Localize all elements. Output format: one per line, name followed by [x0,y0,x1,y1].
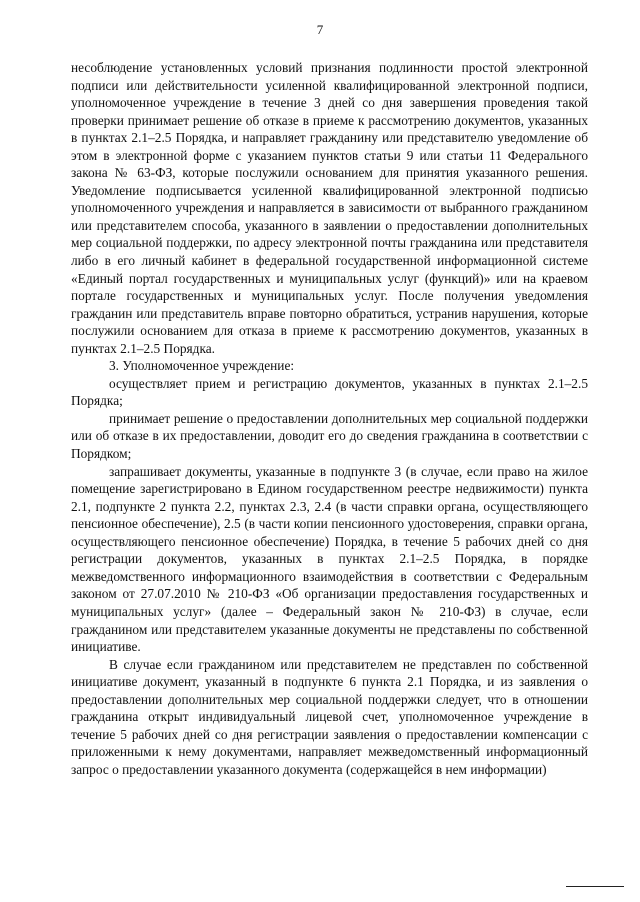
footer-rule [566,886,624,887]
document-body [71,59,588,778]
paragraph-2: 3. Уполномоченное учреждение: [109,358,295,374]
paragraph-4: принимает решение о предоставлении дополнительных мер социальной поддержки или об отказе в их предоставлении, доводит его до сведения гражданина в соответствии с Порядком; [71,410,588,462]
paragraph-6: В случае если гражданином или представителем не представлен по собственной инициативе документ, указанный в подпункте 6 пункта 2.1 Порядка, и из заявления о предоставлении дополнительных мер социальной поддержки следует, что в отношении гражданина открыт индивидуальный лицевой счет, уполномоченное учреждение в течение 5 рабочих дней со дня регистрации заявления о предоставлении компенсации с приложенными к нему документами, направляет межведомственный информационный запрос о предоставлении указанного документа (содержащейся в нем информации) [71,656,588,777]
page-number: 7 [316,22,324,37]
paragraph-1: несоблюдение установленных условий признания подлинности простой электронной подписи или действительности усиленной квалифицированной электронной подписи, уполномоченное учреждение в течение 3 дней со дня завершения проведения такой проверки принимает решение об отказе в приеме к рассмотрению документов, указанных в пунктах 2.1–2.5 Порядка, и направляет гражданину или представителю уведомление об этом в электронной форме с указанием пунктов статьи 9 или статьи 11 Федерального закона № 63-ФЗ, которые послужили основанием для принятия указанного решения. Уведомление подписывается усиленной квалифицированной электронной подписью уполномоченного учреждения и направляется в зависимости от выбранного гражданином или представителем способа, указанного в заявлении о предоставлении дополнительных мер социальной поддержки, по адресу электронной почты гражданина или представителя либо в его личный кабинет в федеральной государственной информационной системе «Единый портал государственных и муниципальных услуг (функций)» или на краевом портале государственных и муниципальных услуг. После получения уведомления гражданин или представитель вправе повторно обратиться, устранив нарушения, которые послужили основанием для отказа в приеме к рассмотрению документов, указанных в пунктах 2.1–2.5 Порядка. [71,60,588,356]
paragraph-3: осуществляет прием и регистрацию документов, указанных в пунктах 2.1–2.5 Порядка; [71,375,588,409]
paragraph-5: запрашивает документы, указанные в подпункте 3 (в случае, если право на жилое помещение зарегистрировано в Едином государственном реестре недвижимости) пункта 2.1, подпункте 2 пункта 2.2, пунктах 2.3, 2.4 (в части справки органа, осуществляющего пенсионное обеспечение), 2.5 (в части копии пенсионного удостоверения, справки органа, осуществляющего пенсионное обеспечение) Порядка, в течение 5 рабочих дней со дня регистрации документов, указанных в пунктах 2.1–2.5 Порядка, в порядке межведомственного информационного взаимодействия в соответствии с Федеральным законом от 27.07.2010 № 210-ФЗ «Об организации предоставления государственных и муниципальных услуг» (далее – Федеральный закон № 210-ФЗ) в случае, если гражданином или представителем указанные документы не представлены по собственной инициативе. [71,463,588,655]
